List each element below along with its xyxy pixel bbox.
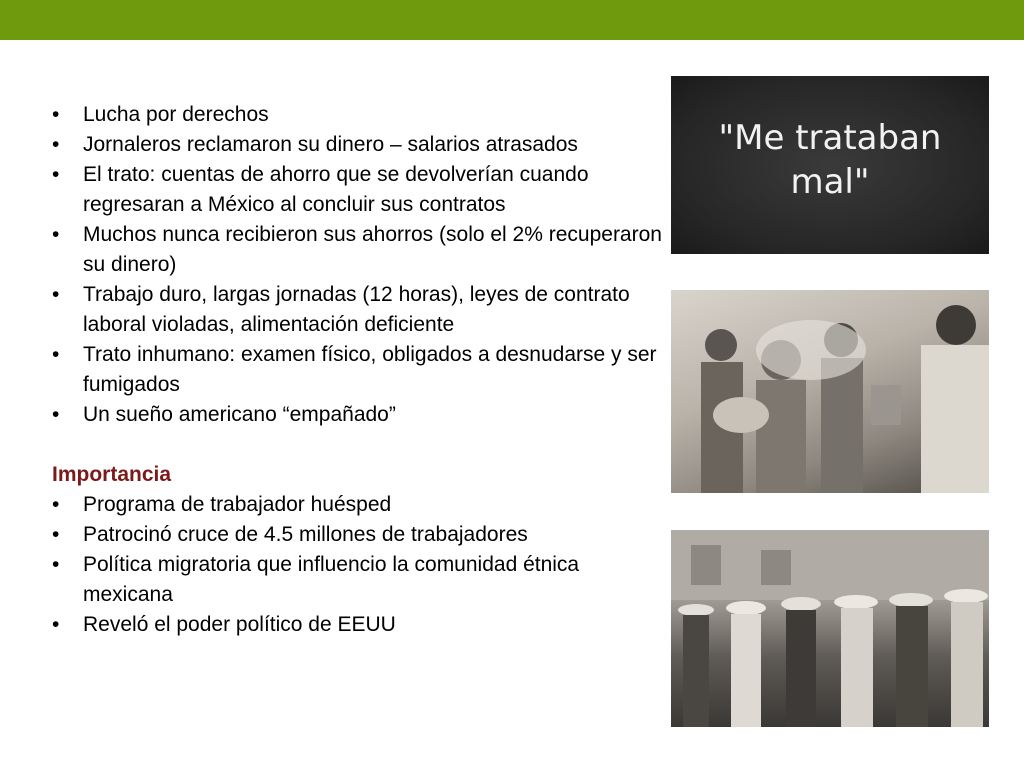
- list-item: [52, 550, 662, 610]
- list-item: [52, 400, 662, 430]
- list-item-text: Trabajo duro, largas jornadas (12 horas), leyes de contrato laboral violadas, alimentación deficiente: [83, 283, 630, 336]
- list-item: [52, 490, 662, 520]
- list-item: [52, 280, 662, 340]
- bullet-icon: •: [52, 163, 60, 186]
- bullet-icon: •: [52, 283, 60, 306]
- bullet-list-importancia: [52, 490, 662, 640]
- list-item: [52, 160, 662, 220]
- bullet-icon: •: [52, 403, 60, 426]
- list-item-text: Programa de trabajador huésped: [83, 493, 392, 516]
- list-item: [52, 220, 662, 280]
- list-item: [52, 340, 662, 400]
- list-item-text: Un sueño americano “empañado”: [83, 403, 396, 426]
- bullet-icon: •: [52, 553, 60, 576]
- slide-text: [52, 100, 662, 640]
- bullet-icon: •: [52, 223, 60, 246]
- list-item: [52, 130, 662, 160]
- bullet-icon: •: [52, 523, 60, 546]
- section-heading: Importancia: [52, 463, 172, 486]
- list-item-text: Muchos nunca recibieron sus ahorros (solo el 2% recuperaron su dinero): [83, 223, 662, 276]
- bullet-icon: •: [52, 493, 60, 516]
- top-bar: [0, 0, 1024, 40]
- chalkboard-line: mal": [790, 162, 870, 202]
- chalkboard-line: "Me trataban: [718, 118, 942, 158]
- list-item: [52, 610, 662, 640]
- list-item-text: Reveló el poder político de EEUU: [83, 613, 396, 636]
- list-item: [52, 520, 662, 550]
- bullet-icon: •: [52, 613, 60, 636]
- chalkboard-image: [671, 76, 989, 254]
- bullet-icon: •: [52, 343, 60, 366]
- workers-line-photo-illustration: [671, 530, 989, 727]
- fumigation-photo-illustration: [671, 290, 989, 493]
- fumigation-photo: [671, 290, 989, 493]
- list-item: [52, 100, 662, 130]
- bullet-icon: •: [52, 133, 60, 156]
- bullet-list-main: [52, 100, 662, 430]
- list-item-text: Trato inhumano: examen físico, obligados a desnudarse y ser fumigados: [83, 343, 657, 396]
- list-item-text: Política migratoria que influencio la comunidad étnica mexicana: [83, 553, 580, 606]
- list-item-text: El trato: cuentas de ahorro que se devolverían cuando regresaran a México al concluir sus contratos: [83, 163, 589, 216]
- list-item-text: Patrocinó cruce de 4.5 millones de trabajadores: [83, 523, 528, 546]
- workers-line-photo: [671, 530, 989, 727]
- chalkboard-text: [671, 116, 989, 204]
- list-item-text: Lucha por derechos: [83, 103, 269, 126]
- bullet-icon: •: [52, 103, 60, 126]
- list-item-text: Jornaleros reclamaron su dinero – salarios atrasados: [83, 133, 578, 156]
